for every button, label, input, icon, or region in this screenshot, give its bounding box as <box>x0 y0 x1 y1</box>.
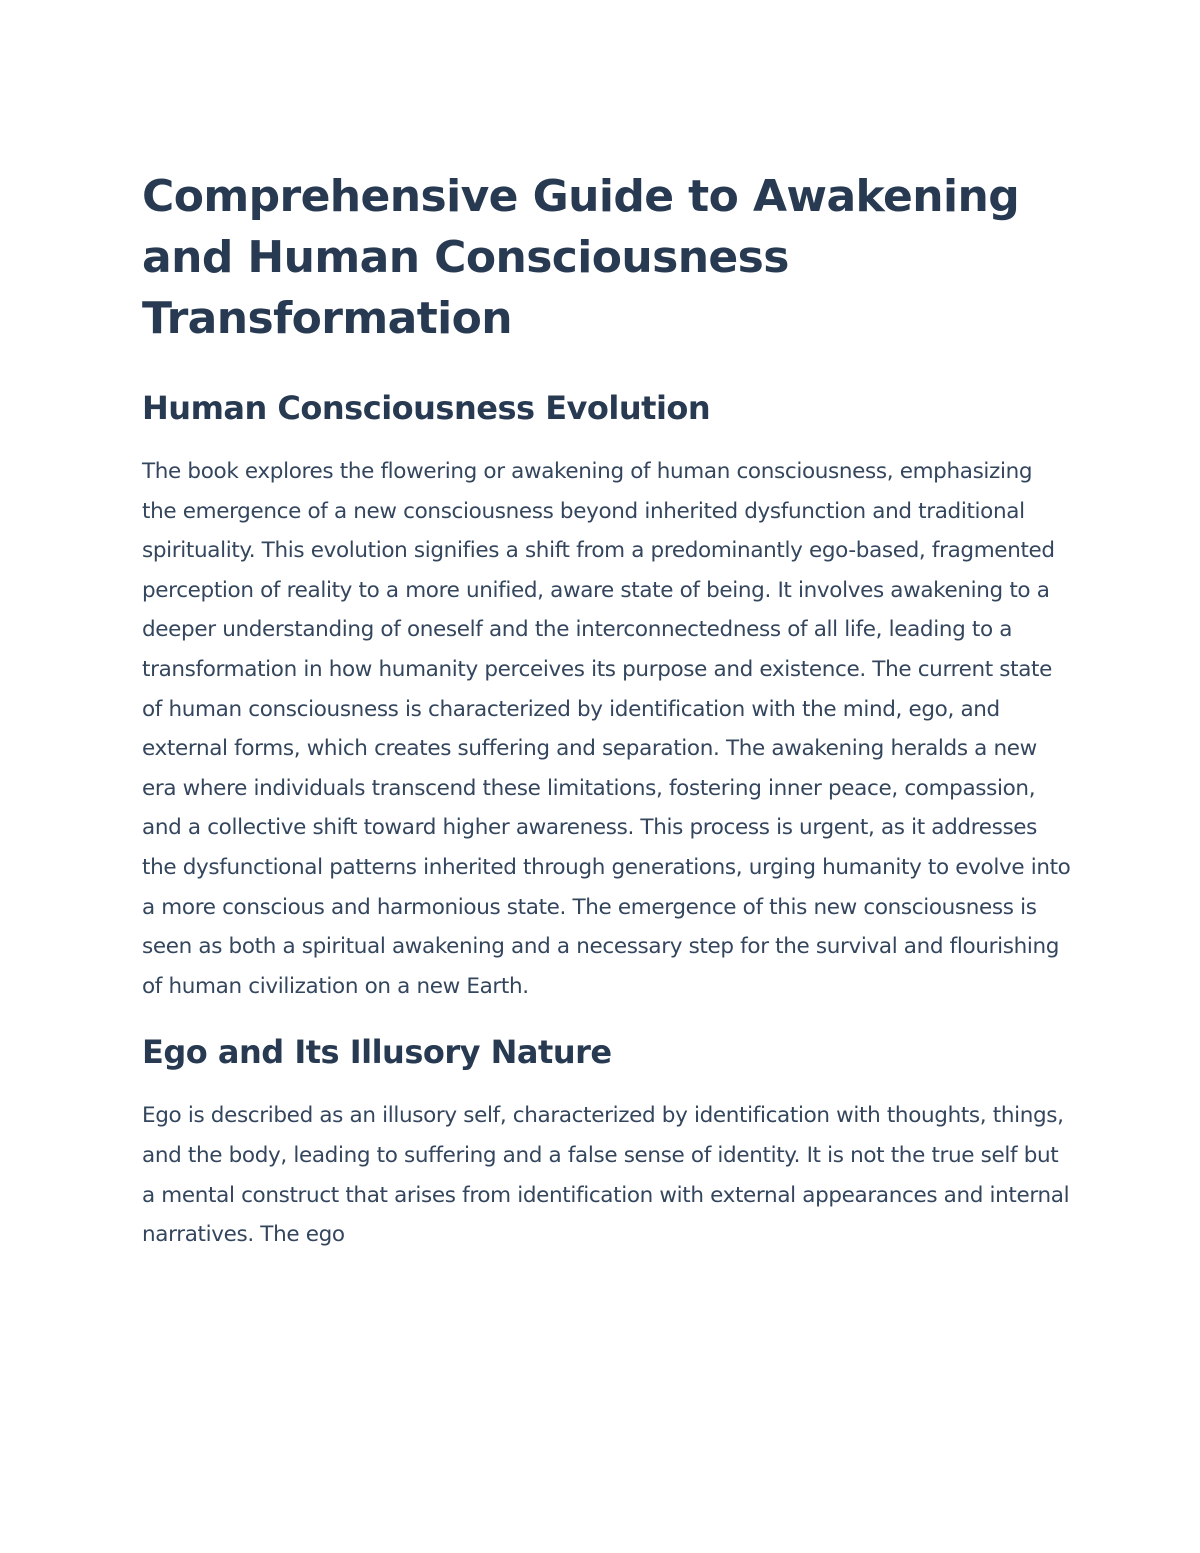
section-heading: Ego and Its Illusory Nature <box>142 1033 612 1072</box>
section-heading: Human Consciousness Evolution <box>142 389 711 427</box>
section-paragraph: Ego is described as an illusory self, characterized by identification with thoughts, things, and the body, leading to suffering and a false sense of identity. It is not the true self but a mental construct that arises from identification with external appearances and internal narratives. The ego <box>142 1103 1070 1248</box>
section-consciousness-evolution <box>142 386 1072 1006</box>
document-page <box>142 166 1072 1255</box>
document-title: Comprehensive Guide to Awakening and Human Consciousness Transformation <box>142 171 1020 344</box>
section-ego-illusory-nature <box>142 1030 1072 1254</box>
section-paragraph: The book explores the flowering or awakening of human consciousness, emphasizing the emergence of a new consciousness beyond inherited dysfunction and traditional spirituality. This evolution signifies a shift from a predominantly ego-based, fragmented perception of reality to a more unified, aware state of being. It involves awakening to a deeper understanding of oneself and the interconnectedness of all life, leading to a transformation in how humanity perceives its purpose and existence. The current state of human consciousness is characterized by identification with the mind, ego, and external forms, which creates suffering and separation. The awakening heralds a new era where individuals transcend these limitations, fostering inner peace, compassion, and a collective shift toward higher awareness. This process is urgent, as it addresses the dysfunctional patterns inherited through generations, urging humanity to evolve into a more conscious and harmonious state. The emergence of this new consciousness is seen as both a spiritual awakening and a necessary step for the survival and flourishing of human civilization on a new Earth. <box>142 459 1071 999</box>
